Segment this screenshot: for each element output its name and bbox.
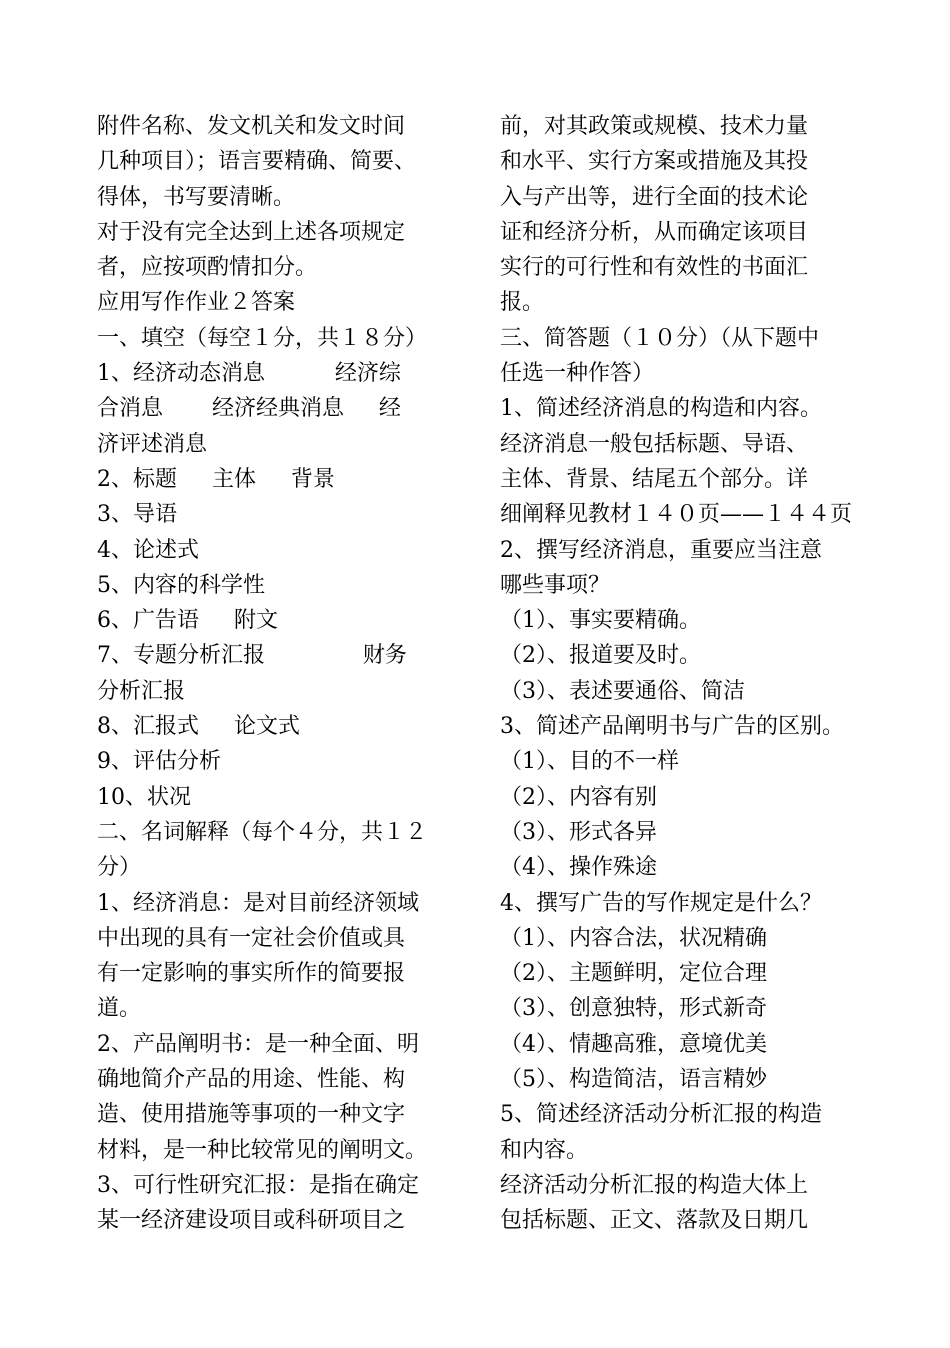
text-line: 分析汇报	[97, 678, 186, 704]
text-line: 任选一种作答）	[500, 361, 655, 387]
text-line: 细阐释见教材１４０页——１４４页	[500, 502, 853, 528]
text-line: （5）、构造简洁，语言精妙	[500, 1067, 767, 1093]
text-line: （1）、目的不一样	[500, 749, 679, 775]
text-line: 主体、背景、结尾五个部分。详	[500, 466, 809, 492]
text-line: 8、汇报式 论文式	[97, 714, 300, 740]
text-line: 几种项目）；语言要精确、简要、	[97, 149, 417, 175]
text-line: （4）、情趣高雅，意境优美	[500, 1031, 767, 1057]
text-line: 实行的可行性和有效性的书面汇	[500, 255, 809, 281]
text-line: 2、产品阐明书：是一种全面、明	[97, 1031, 419, 1057]
text-line: 三、简答题（１０分）（从下题中	[500, 325, 820, 351]
text-line: 包括标题、正文、落款及日期几	[500, 1208, 809, 1234]
right-column	[500, 109, 870, 1239]
text-line: 和水平、实行方案或措施及其投	[500, 149, 809, 175]
text-line: 哪些事项？	[500, 572, 611, 598]
text-line: 2、标题 主体 背景	[97, 466, 335, 492]
text-line: 者，应按项酌情扣分。	[97, 255, 318, 281]
text-line: 1、经济消息：是对目前经济领域	[97, 890, 419, 916]
text-line: 1、经济动态消息 经济综	[97, 361, 401, 387]
text-line: 证和经济分析，从而确定该项目	[500, 219, 809, 245]
text-line: 一、填空（每空１分，共１８分）	[97, 325, 428, 351]
text-line: 5、内容的科学性	[97, 572, 265, 598]
text-line: 确地简介产品的用途、性能、构	[97, 1067, 406, 1093]
text-line: 和内容。	[500, 1137, 589, 1163]
text-line: 7、专题分析汇报 财务	[97, 643, 407, 669]
text-line: 1、简述经济消息的构造和内容。	[500, 396, 822, 422]
text-line: 6、广告语 附文	[97, 608, 278, 634]
text-line: 入与产出等，进行全面的技术论	[500, 184, 809, 210]
text-line: 9、评估分析	[97, 749, 221, 775]
text-line: 中出现的具有一定社会价值或具	[97, 925, 406, 951]
text-line: （4）、操作殊途	[500, 855, 657, 881]
text-line: （3）、形式各异	[500, 819, 657, 845]
text-line: 合消息 经济经典消息 经	[97, 396, 401, 422]
text-line: 4、论述式	[97, 537, 199, 563]
text-line: 经济消息一般包括标题、导语、	[500, 431, 809, 457]
text-line: 5、简述经济活动分析汇报的构造	[500, 1102, 822, 1128]
text-line: 济评述消息	[97, 431, 208, 457]
text-line: 有一定影响的事实所作的简要报	[97, 961, 406, 987]
text-line: 3、导语	[97, 502, 177, 528]
text-line: 造、使用措施等事项的一种文字	[97, 1102, 406, 1128]
text-line: 经济活动分析汇报的构造大体上	[500, 1172, 809, 1198]
text-line: 二、名词解释（每个４分，共１２	[97, 819, 428, 845]
text-line: 对于没有完全达到上述各项规定	[97, 219, 406, 245]
left-column	[97, 109, 459, 1239]
text-line: 分）	[97, 855, 142, 881]
text-line: （2）、报道要及时。	[500, 643, 701, 669]
text-line: （1）、事实要精确。	[500, 608, 701, 634]
text-line: 材料，是一种比较常见的阐明文。	[97, 1137, 428, 1163]
text-line: 应用写作作业２答案	[97, 290, 296, 316]
text-line: 4、撰写广告的写作规定是什么？	[500, 890, 822, 916]
text-line: 10、状况	[97, 784, 191, 810]
text-line: 报。	[500, 290, 545, 316]
text-line: 附件名称、发文机关和发文时间	[97, 114, 406, 139]
text-line: （3）、创意独特，形式新奇	[500, 996, 767, 1022]
text-line: 道。	[97, 996, 142, 1022]
text-line: 某一经济建设项目或科研项目之	[97, 1208, 406, 1234]
text-line: （2）、内容有别	[500, 784, 657, 810]
text-line: 得体，书写要清晰。	[97, 184, 296, 210]
text-line: 前，对其政策或规模、技术力量	[500, 114, 809, 139]
text-line: （1）、内容合法，状况精确	[500, 925, 767, 951]
text-line: （3）、表述要通俗、简洁	[500, 678, 745, 704]
text-line: 3、简述产品阐明书与广告的区别。	[500, 714, 844, 740]
text-line: 2、撰写经济消息，重要应当注意	[500, 537, 822, 563]
text-line: （2）、主题鲜明，定位合理	[500, 961, 767, 987]
text-line: 3、可行性研究汇报：是指在确定	[97, 1172, 419, 1198]
